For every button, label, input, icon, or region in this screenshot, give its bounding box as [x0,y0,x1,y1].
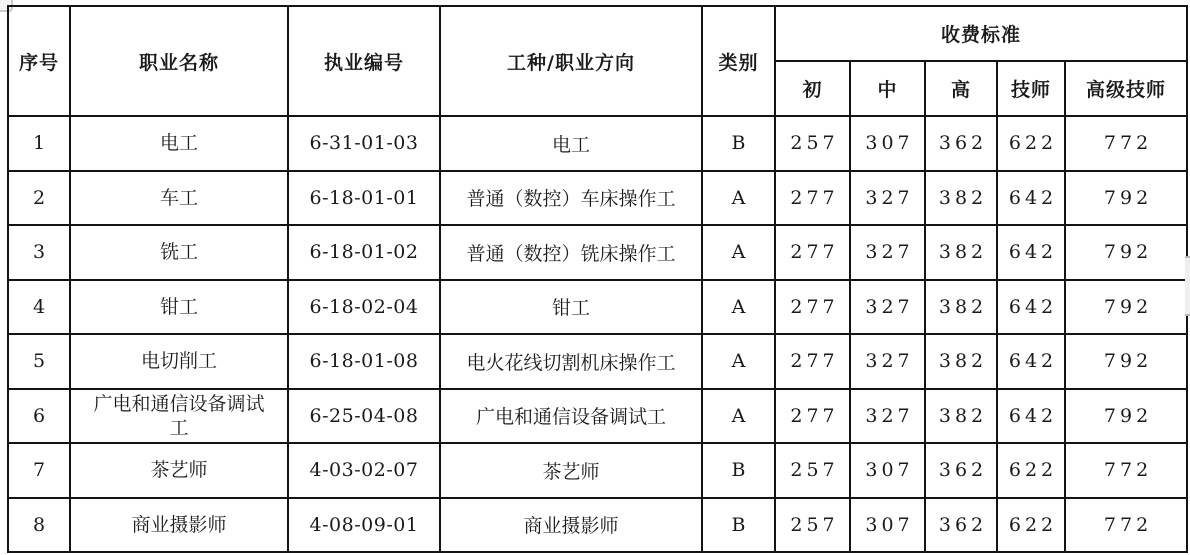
fee-intermediate: 327 [850,171,925,226]
fee-advanced: 382 [925,225,997,280]
table-row [8,116,1187,171]
header-index: 序号 [8,6,70,116]
occupation-name: 广电和通信设备调试工 [70,389,288,444]
occupation-name: 商业摄影师 [70,498,288,553]
fee-technician: 642 [997,225,1065,280]
category-value: B [702,116,775,171]
fee-advanced: 362 [925,443,997,498]
header-row-top [8,6,1187,61]
work-direction: 钳工 [440,280,702,335]
fee-senior-technician: 772 [1065,443,1187,498]
table-row [8,443,1187,498]
practice-code: 6-31-01-03 [288,116,440,171]
practice-code: 6-18-01-02 [288,225,440,280]
header-fee-intermediate: 中 [850,61,925,116]
occupation-name: 茶艺师 [70,443,288,498]
work-direction: 广电和通信设备调试工 [440,389,702,444]
fee-technician: 642 [997,280,1065,335]
fee-beginner: 277 [775,171,850,226]
header-occupation-name: 职业名称 [70,6,288,116]
fee-intermediate: 327 [850,280,925,335]
fee-technician: 642 [997,171,1065,226]
header-fee-beginner: 初 [775,61,850,116]
header-category: 类别 [702,6,775,116]
row-index: 6 [8,389,70,444]
practice-code: 6-25-04-08 [288,389,440,444]
practice-code: 6-18-01-08 [288,334,440,389]
header-work-direction: 工种/职业方向 [440,6,702,116]
table-body [8,116,1187,552]
table-row [8,225,1187,280]
fee-technician: 642 [997,334,1065,389]
fee-technician: 622 [997,498,1065,553]
work-direction: 电工 [440,116,702,171]
fee-senior-technician: 792 [1065,171,1187,226]
fee-beginner: 277 [775,389,850,444]
table-header [8,6,1187,116]
table-row [8,334,1187,389]
fee-advanced: 362 [925,116,997,171]
occupation-name: 电切削工 [70,334,288,389]
header-fee-technician: 技师 [997,61,1065,116]
fee-senior-technician: 792 [1065,280,1187,335]
occupation-name: 电工 [70,116,288,171]
practice-code: 4-03-02-07 [288,443,440,498]
category-value: A [702,389,775,444]
scrollbar-thumb[interactable] [1185,256,1190,316]
category-value: B [702,443,775,498]
fee-technician: 622 [997,443,1065,498]
fee-intermediate: 327 [850,334,925,389]
fee-beginner: 257 [775,498,850,553]
fee-advanced: 382 [925,171,997,226]
category-value: A [702,225,775,280]
work-direction: 商业摄影师 [440,498,702,553]
row-index: 8 [8,498,70,553]
category-value: A [702,334,775,389]
occupation-name: 钳工 [70,280,288,335]
fee-beginner: 277 [775,334,850,389]
row-index: 5 [8,334,70,389]
fee-senior-technician: 772 [1065,116,1187,171]
header-fee-advanced: 高 [925,61,997,116]
fee-intermediate: 307 [850,443,925,498]
header-fee-group: 收费标准 [775,6,1187,61]
category-value: B [702,498,775,553]
occupation-name: 铣工 [70,225,288,280]
fee-advanced: 382 [925,280,997,335]
row-index: 2 [8,171,70,226]
work-direction: 电火花线切割机床操作工 [440,334,702,389]
practice-code: 6-18-02-04 [288,280,440,335]
table-row [8,498,1187,553]
row-index: 7 [8,443,70,498]
work-direction: 普通（数控）车床操作工 [440,171,702,226]
row-index: 4 [8,280,70,335]
fee-senior-technician: 792 [1065,225,1187,280]
fee-technician: 622 [997,116,1065,171]
table-row [8,280,1187,335]
row-index: 3 [8,225,70,280]
fee-intermediate: 327 [850,389,925,444]
fee-technician: 642 [997,389,1065,444]
practice-code: 4-08-09-01 [288,498,440,553]
table-row [8,389,1187,444]
fee-standard-table [7,5,1188,553]
fee-senior-technician: 792 [1065,389,1187,444]
category-value: A [702,280,775,335]
header-practice-code: 执业编号 [288,6,440,116]
fee-beginner: 257 [775,443,850,498]
fee-senior-technician: 792 [1065,334,1187,389]
fee-beginner: 257 [775,116,850,171]
category-value: A [702,171,775,226]
work-direction: 普通（数控）铣床操作工 [440,225,702,280]
fee-advanced: 382 [925,334,997,389]
occupation-name: 车工 [70,171,288,226]
fee-beginner: 277 [775,280,850,335]
fee-advanced: 382 [925,389,997,444]
fee-senior-technician: 772 [1065,498,1187,553]
fee-beginner: 277 [775,225,850,280]
fee-intermediate: 307 [850,116,925,171]
row-index: 1 [8,116,70,171]
fee-intermediate: 307 [850,498,925,553]
practice-code: 6-18-01-01 [288,171,440,226]
table-row [8,171,1187,226]
header-fee-senior-technician: 高级技师 [1065,61,1187,116]
work-direction: 茶艺师 [440,443,702,498]
fee-intermediate: 327 [850,225,925,280]
fee-advanced: 362 [925,498,997,553]
